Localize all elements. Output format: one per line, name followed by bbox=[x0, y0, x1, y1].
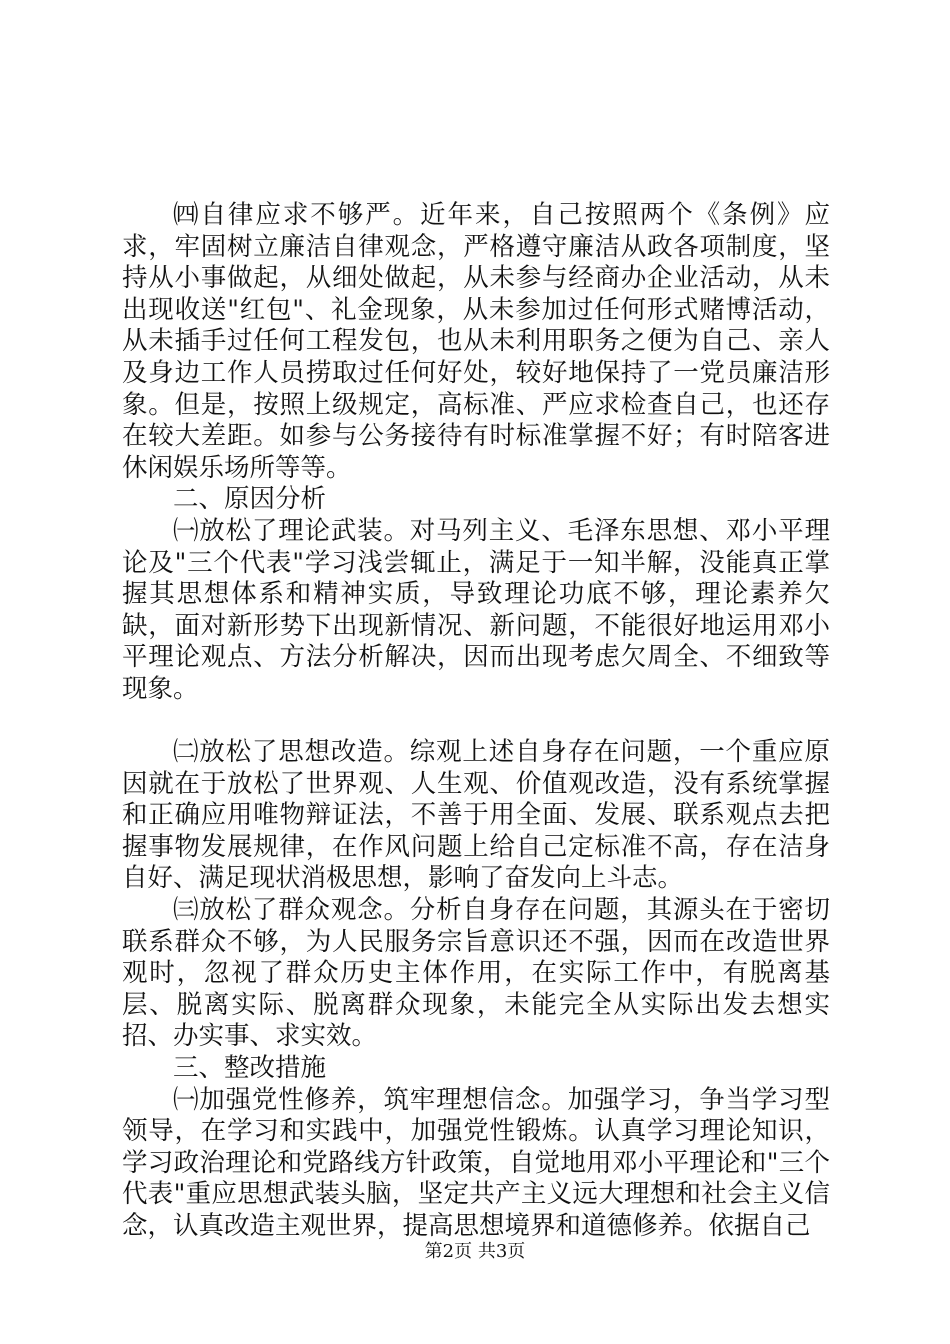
paragraph-mass-concept: ㈢放松了群众观念。分析自身存在问题，其源头在于密切联系群众不够，为人民服务宗旨意识还不强，因而在改造世界观时，忽视了群众历史主体作用，在实际工作中，有脱离基层、脱离实际、脱离群众现象，未能完全从实际出发去想实招、办实事、求实效。 bbox=[122, 895, 830, 1052]
paragraph-theory: ㈠放松了理论武装。对马列主义、毛泽东思想、邓小平理论及"三个代表"学习浅尝辄止，满足于一知半解，没能真正掌握其思想体系和精神实质，导致理论功底不够，理论素养欠缺，面对新形势下出现新情况、新问题，不能很好地运用邓小平理论观点、方法分析解决，因而出现考虑欠周全、不细致等现象。 bbox=[122, 515, 830, 704]
paragraph-thought-reform: ㈡放松了思想改造。综观上述自身存在问题，一个重应原因就在于放松了世界观、人生观、价值观改造，没有系统掌握和正确应用唯物辩证法，不善于用全面、发展、联系观点去把握事物发展规律，在作风问题上给自己定标准不高，存在洁身自好、满足现状消极思想，影响了奋发向上斗志。 bbox=[122, 737, 830, 894]
paragraph-party-cultivation: ㈠加强党性修养，筑牢理想信念。加强学习，争当学习型领导，在学习和实践中，加强党性锻炼。认真学习理论知识，学习政治理论和党路线方针政策，自觉地用邓小平理论和"三个代表"重应思想武装头脑，坚定共产主义远大理想和社会主义信念，认真改造主观世界，提高思想境界和道德修养。依据自己 bbox=[122, 1084, 830, 1241]
paragraph-self-discipline: ㈣自律应求不够严。近年来，自己按照两个《条例》应求，牢固树立廉洁自律观念，严格遵守廉洁从政各项制度，坚持从小事做起，从细处做起，从未参与经商办企业活动，从未出现收送"红包"、礼金现象，从未参加过任何形式赌博活动，从未插手过任何工程发包，也从未利用职务之便为自己、亲人及身边工作人员捞取过任何好处，较好地保持了一党员廉洁形象。但是，按照上级规定，高标准、严应求检查自己，也还存在较大差距。如参与公务接待有时标准掌握不好；有时陪客进休闲娱乐场所等等。 bbox=[122, 200, 830, 483]
document-body bbox=[122, 200, 830, 1243]
section-heading-rectification: 三、整改措施 bbox=[173, 1053, 327, 1084]
section-heading-cause-analysis: 二、原因分析 bbox=[173, 484, 327, 515]
page-footer: 第2页 共3页 bbox=[424, 1241, 526, 1262]
